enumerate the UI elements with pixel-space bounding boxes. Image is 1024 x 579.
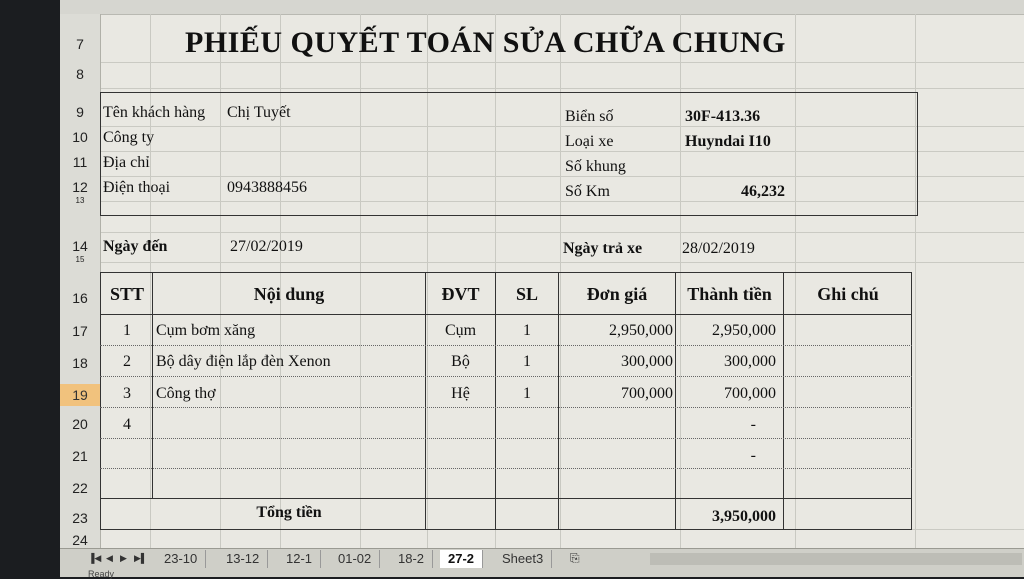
row-qty[interactable]: 1: [523, 385, 531, 402]
phone-value[interactable]: 0943888456: [227, 179, 307, 196]
header-qty: SL: [515, 284, 539, 304]
row-separator: [100, 438, 912, 439]
row-number[interactable]: 24: [72, 532, 88, 548]
table-line: [152, 272, 153, 498]
arrival-date-value[interactable]: 27/02/2019: [230, 238, 303, 255]
row-price[interactable]: 300,000: [621, 353, 673, 370]
chassis-label: Số khung: [565, 158, 626, 175]
row-content[interactable]: Cụm bơm xăng: [156, 322, 256, 339]
row-number[interactable]: 14: [72, 238, 88, 254]
company-label: Công ty: [103, 129, 155, 146]
arrival-date-label: Ngày đến: [103, 238, 168, 255]
header-content: Nội dung: [253, 284, 325, 304]
sheet-tab[interactable]: Sheet3: [494, 550, 552, 568]
row-content[interactable]: Bộ dây điện lắp đèn Xenon: [156, 353, 331, 370]
row-separator: [100, 376, 912, 377]
row-content[interactable]: Công thợ: [156, 385, 216, 402]
customer-name-label: Tên khách hàng: [103, 104, 206, 121]
column-header-strip: [60, 0, 1024, 15]
plate-value[interactable]: 30F-413.36: [685, 108, 761, 125]
row-stt[interactable]: 2: [123, 353, 131, 370]
prev-sheet-icon[interactable]: ◀: [106, 553, 113, 563]
gridline: [100, 262, 1024, 263]
row-header-column: [60, 14, 101, 548]
sheet-tab[interactable]: 01-02: [330, 550, 380, 568]
row-number[interactable]: 8: [76, 66, 84, 82]
row-number[interactable]: 23: [72, 510, 88, 526]
row-number[interactable]: 12: [72, 179, 88, 195]
model-value[interactable]: Huyndai I10: [685, 133, 771, 150]
row-price[interactable]: 700,000: [621, 385, 673, 402]
row-number[interactable]: 9: [76, 104, 84, 120]
row-number[interactable]: 20: [72, 416, 88, 432]
row-number[interactable]: 10: [72, 129, 88, 145]
table-line: [100, 498, 912, 499]
new-sheet-icon[interactable]: ⎘: [570, 551, 580, 565]
km-value[interactable]: 46,232: [741, 183, 785, 200]
row-number[interactable]: 15: [75, 255, 85, 264]
row-number[interactable]: 22: [72, 480, 88, 496]
return-date-value[interactable]: 28/02/2019: [682, 240, 755, 257]
sheet-tab-bar: [60, 548, 1024, 577]
row-amount[interactable]: 700,000: [724, 385, 776, 402]
row-unit[interactable]: Hệ: [451, 385, 470, 402]
row-qty[interactable]: 1: [523, 353, 531, 370]
row-number[interactable]: 11: [72, 154, 88, 170]
row-number[interactable]: 18: [72, 355, 88, 371]
row-stt[interactable]: 3: [123, 385, 131, 402]
row-stt[interactable]: 4: [123, 416, 131, 433]
sheet-tab[interactable]: 12-1: [278, 550, 321, 568]
row-unit[interactable]: Cụm: [444, 322, 477, 339]
header-price: Đơn giá: [586, 284, 648, 304]
km-label: Số Km: [565, 183, 610, 200]
row-number[interactable]: 13: [75, 196, 85, 205]
gridline: [100, 88, 1024, 89]
gridline: [100, 62, 1024, 63]
horizontal-scrollbar[interactable]: [650, 553, 1022, 565]
total-label: Tổng tiền: [256, 504, 322, 521]
row-amount[interactable]: -: [750, 416, 756, 433]
row-unit[interactable]: Bộ: [451, 353, 470, 370]
model-label: Loại xe: [565, 133, 614, 150]
row-amount[interactable]: 300,000: [724, 353, 776, 370]
table-line: [783, 272, 784, 530]
customer-name-value[interactable]: Chị Tuyết: [227, 104, 291, 121]
header-unit: ĐVT: [441, 284, 480, 304]
spreadsheet-grid: [60, 0, 1024, 548]
row-number-selected[interactable]: 19: [60, 384, 100, 406]
row-price[interactable]: 2,950,000: [609, 322, 673, 339]
row-amount[interactable]: 2,950,000: [712, 322, 776, 339]
status-text: Ready: [88, 569, 115, 579]
page-title: PHIẾU QUYẾT TOÁN SỬA CHỮA CHUNG: [185, 26, 786, 59]
plate-label: Biển số: [565, 108, 614, 125]
phone-label: Điện thoại: [103, 179, 171, 196]
row-amount[interactable]: -: [750, 447, 756, 464]
sheet-tab[interactable]: 18-2: [390, 550, 433, 568]
first-sheet-icon[interactable]: ▐◀: [88, 553, 102, 563]
row-number[interactable]: 21: [72, 448, 88, 464]
total-value[interactable]: 3,950,000: [712, 508, 776, 525]
row-number[interactable]: 17: [72, 323, 88, 339]
header-stt: STT: [109, 284, 145, 304]
sheet-tab[interactable]: 23-10: [156, 550, 206, 568]
sheet-tab-active[interactable]: 27-2: [440, 550, 483, 568]
row-number[interactable]: 16: [72, 290, 88, 306]
row-separator: [100, 345, 912, 346]
address-label: Địa chỉ: [103, 154, 150, 171]
next-sheet-icon[interactable]: ▶: [120, 553, 127, 563]
return-date-label: Ngày trả xe: [563, 240, 643, 257]
row-number[interactable]: 7: [76, 36, 84, 52]
header-notes: Ghi chú: [817, 284, 879, 304]
row-qty[interactable]: 1: [523, 322, 531, 339]
info-box: [100, 92, 918, 216]
row-stt[interactable]: 1: [123, 322, 131, 339]
row-separator: [100, 407, 912, 408]
gridline: [100, 232, 1024, 233]
last-sheet-icon[interactable]: ▶▌: [134, 553, 148, 563]
header-amount: Thành tiền: [687, 284, 772, 304]
sheet-tab[interactable]: 13-12: [218, 550, 268, 568]
table-line: [100, 314, 912, 315]
row-separator: [100, 468, 912, 469]
